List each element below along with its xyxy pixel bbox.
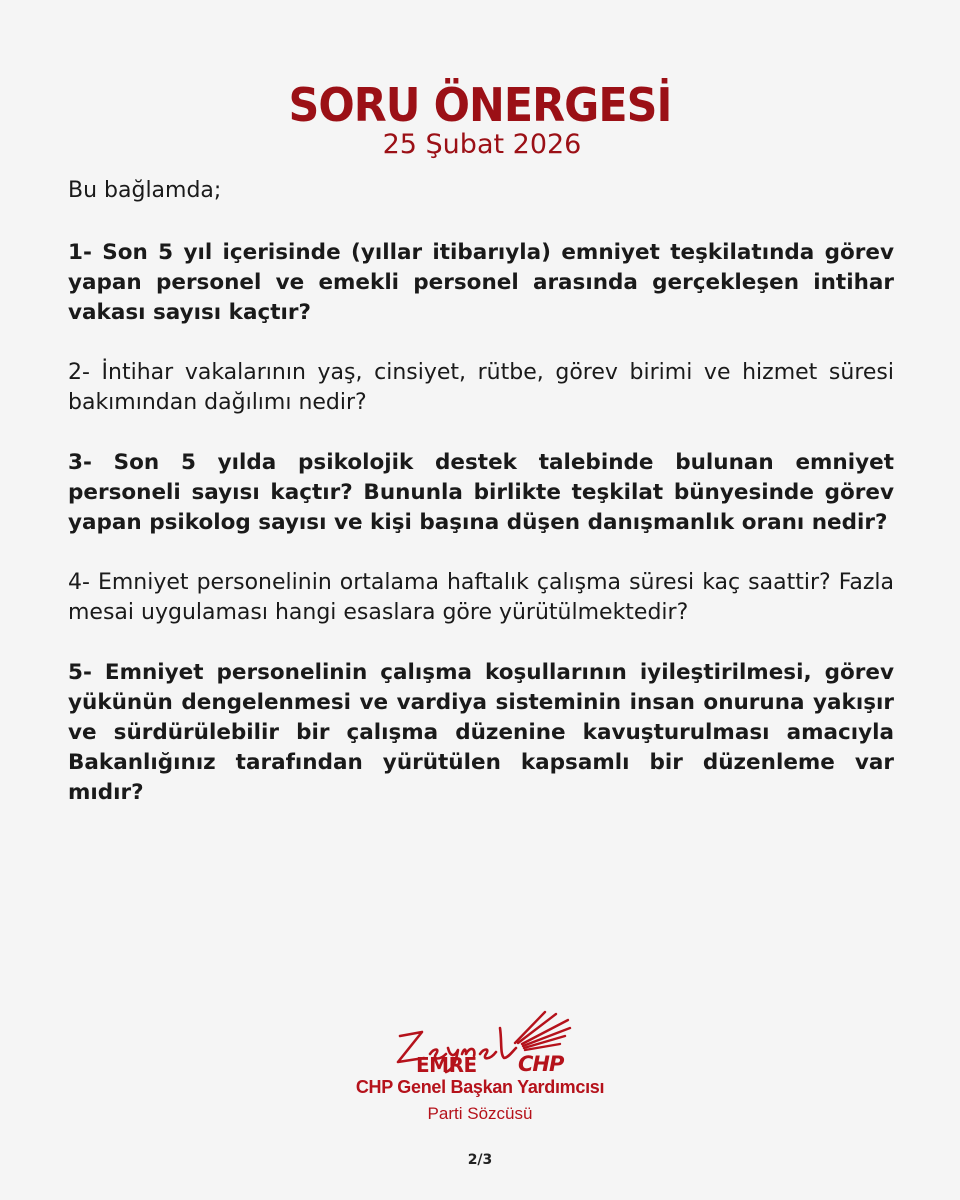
question-4: 4- Emniyet personelinin ortalama haftalık çalışma süresi kaç saattir? Fazla mesai uygulaması hangi esaslara göre yürütülmektedir? — [68, 570, 894, 625]
intro-text: Bu bağlamda; — [68, 178, 222, 203]
question-1: 1- Son 5 yıl içerisinde (yıllar itibarıyla) emniyet teşkilatında görev yapan personel ve emekli personel arasında gerçekleşen intihar vakası sayısı kaçtır? — [68, 240, 894, 325]
question-5: 5- Emniyet personelinin çalışma koşullarının iyileştirilmesi, görev yükünün dengelenmesi ve vardiya sisteminin insan onuruna yakışır ve sürdürülebilir bir çalışma düzenine kavuşturulması amacıyla Bakanlığınız tarafından yürütülen kapsamlı bir düzenleme var mıdır? — [68, 660, 894, 805]
question-3: 3- Son 5 yılda psikolojik destek talebinde bulunan emniyet personeli sayısı kaçtır? Bununla birlikte teşkilat bünyesinde görev yapan psikolog sayısı ve kişi başına düşen danışmanlık oranı nedir? — [68, 450, 894, 535]
document-date: 25 Şubat 2026 — [382, 129, 582, 160]
document-body — [68, 176, 894, 808]
page-title: SORU ÖNERGESİ — [288, 78, 672, 132]
signatory-role: CHP Genel Başkan Yardımcısı — [355, 1077, 605, 1097]
signature-last-name: EMRE — [416, 1053, 477, 1077]
question-2: 2- İntihar vakalarının yaş, cinsiyet, rütbe, görev birimi ve hizmet süresi bakımından dağılımı nedir? — [68, 360, 894, 415]
handwritten-signature-icon — [360, 1008, 600, 1078]
header — [0, 78, 960, 160]
chp-logo: CHP — [518, 1052, 564, 1076]
signatory-subrole: Parti Sözcüsü — [427, 1104, 533, 1123]
page-number: 2/3 — [467, 1152, 493, 1168]
